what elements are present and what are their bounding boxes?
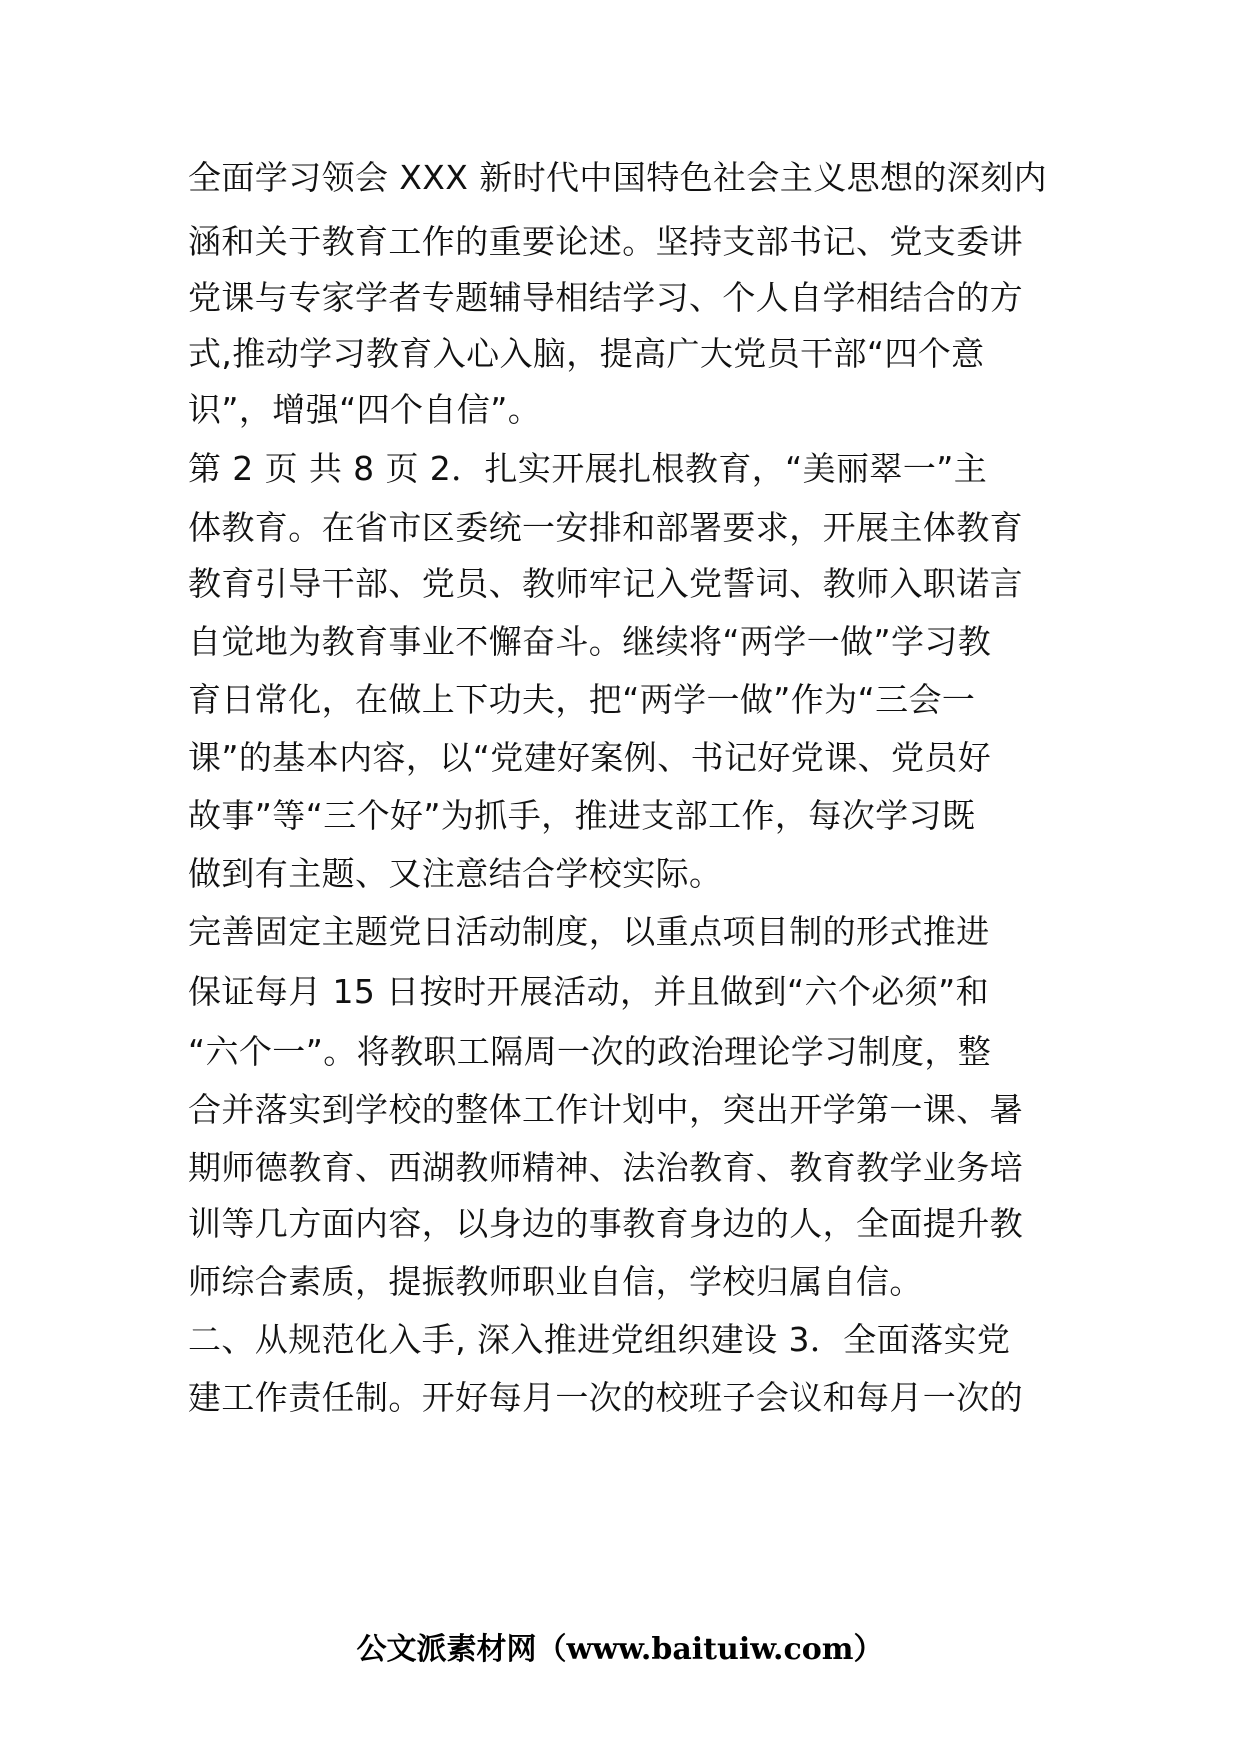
text-line: 式,推动学习教育入心入脑，提高广大党员干部“四个意 — [188, 334, 985, 373]
text-line: 故事”等“三个好”为抓手，推进支部工作，每次学习既 — [188, 796, 976, 835]
text-line: 育日常化，在做上下功夫，把“两学一做”作为“三会一 — [188, 680, 976, 719]
text-line: 教育引导干部、党员、教师牢记入党誓词、教师入职诺言 — [188, 564, 1023, 603]
text-line: 期师德教育、西湖教师精神、法治教育、教育教学业务培 — [188, 1148, 1023, 1187]
text-line: 做到有主题、又注意结合学校实际。 — [188, 854, 723, 893]
footer-watermark: 公文派素材网（www.baituiw.com） — [356, 1632, 884, 1667]
text-line: 党课与专家学者专题辅导相结学习、个人自学相结合的方 — [188, 278, 1023, 317]
text-line: 保证每月 15 日按时开展活动，并且做到“六个必须”和 — [188, 972, 989, 1011]
text-line: 第 2 页 共 8 页 2．扎实开展扎根教育，“美丽翠一”主 — [188, 449, 988, 488]
text-line: 师综合素质，提振教师职业自信，学校归属自信。 — [188, 1262, 923, 1301]
text-line: 训等几方面内容，以身边的事教育身边的人，全面提升教 — [188, 1204, 1023, 1243]
text-line: 体教育。在省市区委统一安排和部署要求，开展主体教育 — [188, 508, 1023, 547]
text-line: 建工作责任制。开好每月一次的校班子会议和每月一次的 — [188, 1378, 1023, 1417]
text-line: 全面学习领会 XXX 新时代中国特色社会主义思想的深刻内 — [188, 158, 1048, 197]
text-line: 课”的基本内容，以“党建好案例、书记好党课、党员好 — [188, 738, 992, 777]
text-line: 自觉地为教育事业不懈奋斗。继续将“两学一做”学习教 — [188, 622, 992, 661]
text-line: 涵和关于教育工作的重要论述。坚持支部书记、党支委讲 — [188, 222, 1023, 261]
text-line: 二、从规范化入手, 深入推进党组织建设 3．全面落实党 — [188, 1320, 1011, 1359]
text-line: 合并落实到学校的整体工作计划中，突出开学第一课、暑 — [188, 1090, 1023, 1129]
text-line: “六个一”。将教职工隔周一次的政治理论学习制度，整 — [188, 1032, 992, 1071]
text-line: 完善固定主题党日活动制度，以重点项目制的形式推进 — [188, 912, 990, 951]
text-line: 识”，增强“四个自信”。 — [188, 390, 542, 429]
